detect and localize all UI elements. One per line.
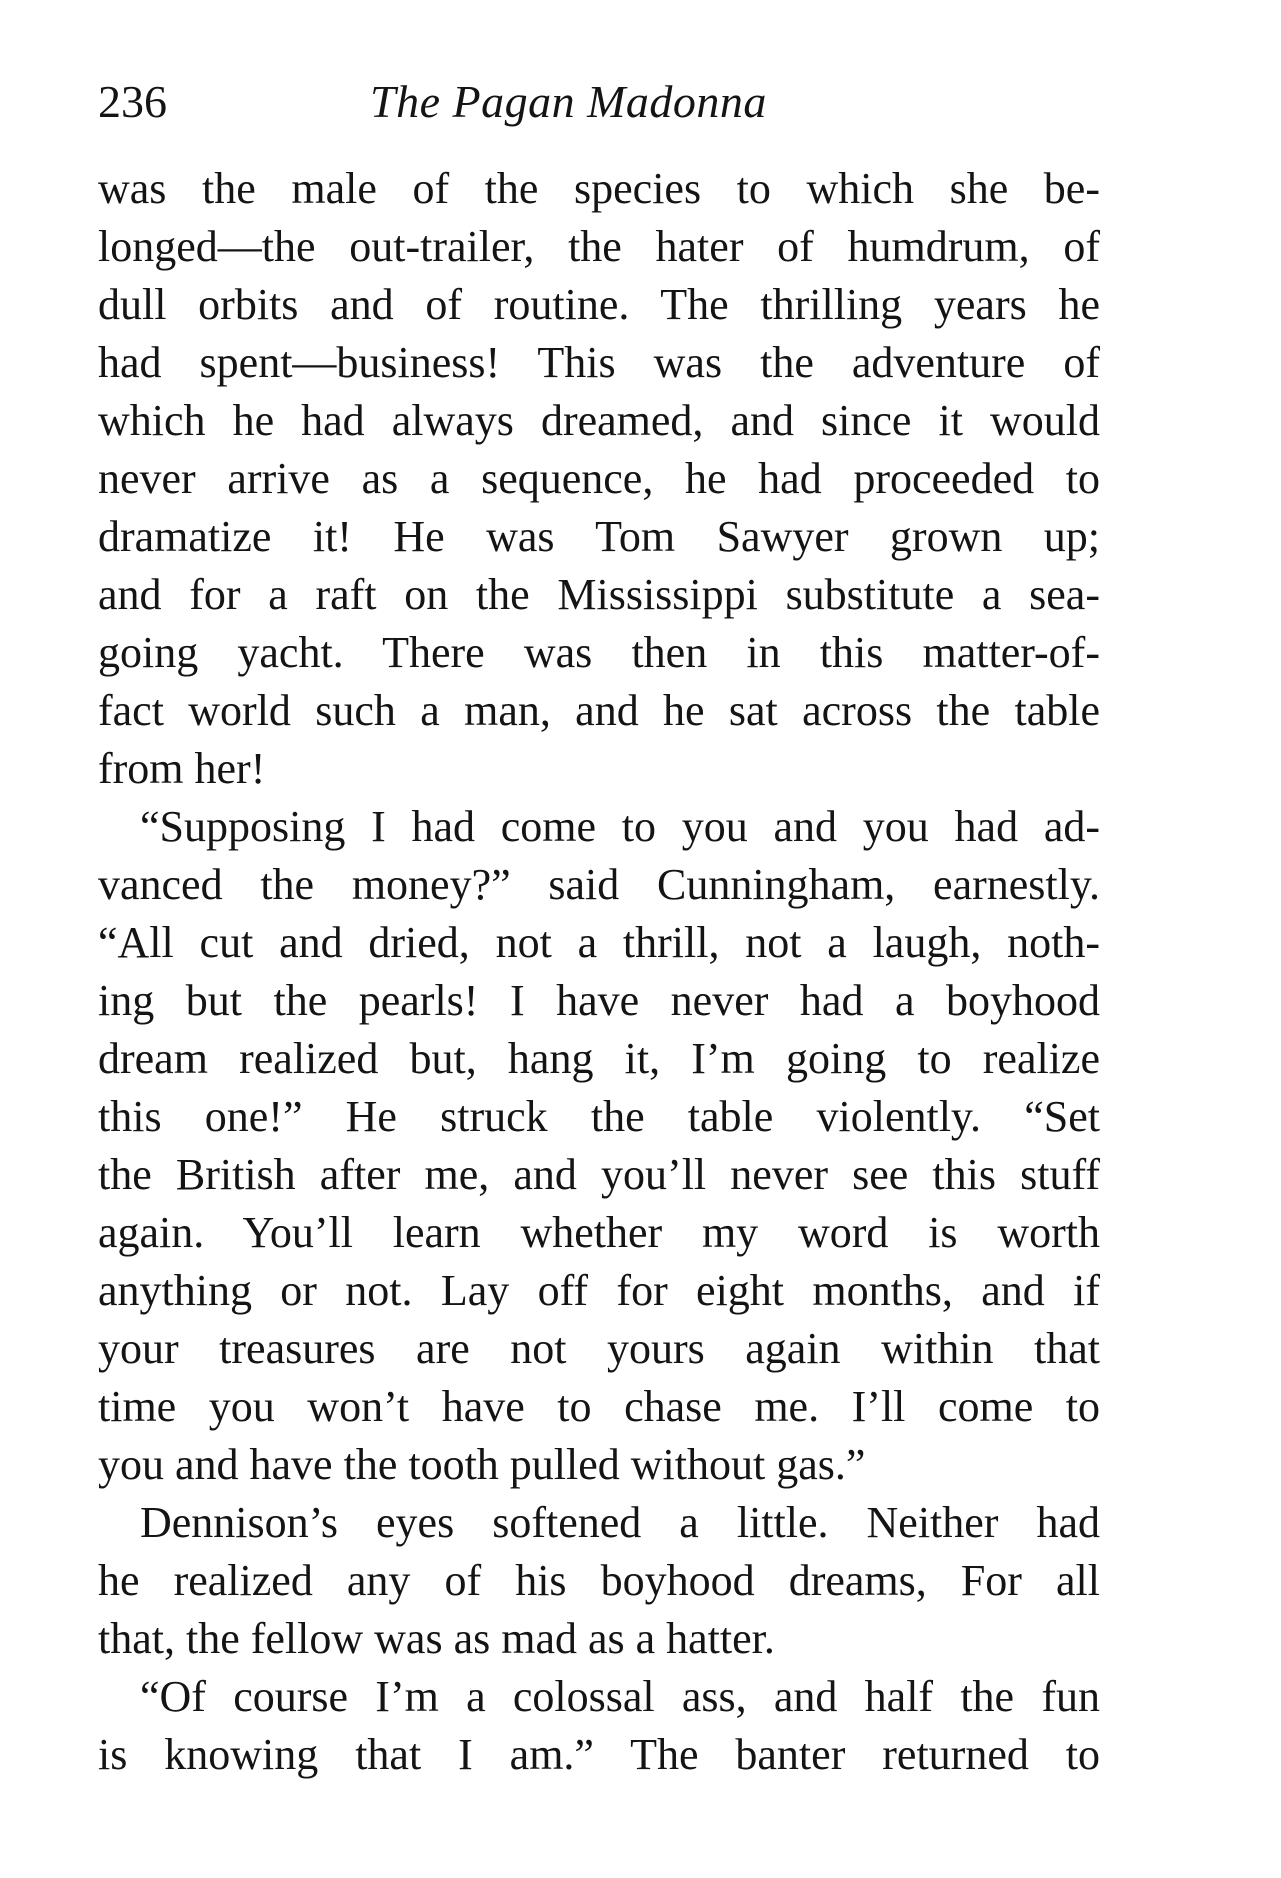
text-line: your treasures are not yours again within that xyxy=(98,1324,1100,1373)
text-line: again. You’ll learn whether my word is worth xyxy=(98,1208,1100,1257)
text-line: ing but the pearls! I have never had a boyhood xyxy=(98,976,1100,1025)
text-line: dramatize it! He was Tom Sawyer grown up; xyxy=(98,512,1100,561)
text-line: from her! xyxy=(98,744,266,793)
text-line: he realized any of his boyhood dreams, For all xyxy=(98,1556,1100,1605)
text-line: is knowing that I am.” The banter returned to xyxy=(98,1730,1100,1779)
text-line: “Supposing I had come to you and you had ad- xyxy=(140,802,1100,851)
text-line: dream realized but, hang it, I’m going to realize xyxy=(98,1034,1100,1083)
text-line: the British after me, and you’ll never see this stuff xyxy=(98,1150,1100,1199)
text-line: was the male of the species to which she be- xyxy=(98,164,1100,213)
text-line: time you won’t have to chase me. I’ll come to xyxy=(98,1382,1100,1431)
text-line: that, the fellow was as mad as a hatter. xyxy=(98,1614,775,1663)
text-line: which he had always dreamed, and since it would xyxy=(98,396,1100,445)
text-line: vanced the money?” said Cunningham, earnestly. xyxy=(98,860,1100,909)
text-line: dull orbits and of routine. The thrilling years he xyxy=(98,280,1100,329)
text-line: this one!” He struck the table violently. “Set xyxy=(98,1092,1100,1141)
text-line: fact world such a man, and he sat across the table xyxy=(98,686,1100,735)
page-number: 236 xyxy=(98,76,167,127)
text-line: Dennison’s eyes softened a little. Neither had xyxy=(140,1498,1100,1547)
running-head xyxy=(98,72,1098,132)
text-line: had spent—business! This was the adventure of xyxy=(98,338,1100,387)
body-text xyxy=(98,160,1100,1784)
text-line: “Of course I’m a colossal ass, and half the fun xyxy=(140,1672,1100,1721)
running-title: The Pagan Madonna xyxy=(370,76,767,127)
text-line: anything or not. Lay off for eight months, and if xyxy=(98,1266,1100,1315)
text-line: never arrive as a sequence, he had proceeded to xyxy=(98,454,1100,503)
text-line: and for a raft on the Mississippi substitute a sea- xyxy=(98,570,1100,619)
text-line: you and have the tooth pulled without gas.” xyxy=(98,1440,866,1489)
text-line: “All cut and dried, not a thrill, not a laugh, noth- xyxy=(98,918,1100,967)
text-line: going yacht. There was then in this matter-of- xyxy=(98,628,1100,677)
text-line: longed—the out-trailer, the hater of humdrum, of xyxy=(98,222,1100,271)
